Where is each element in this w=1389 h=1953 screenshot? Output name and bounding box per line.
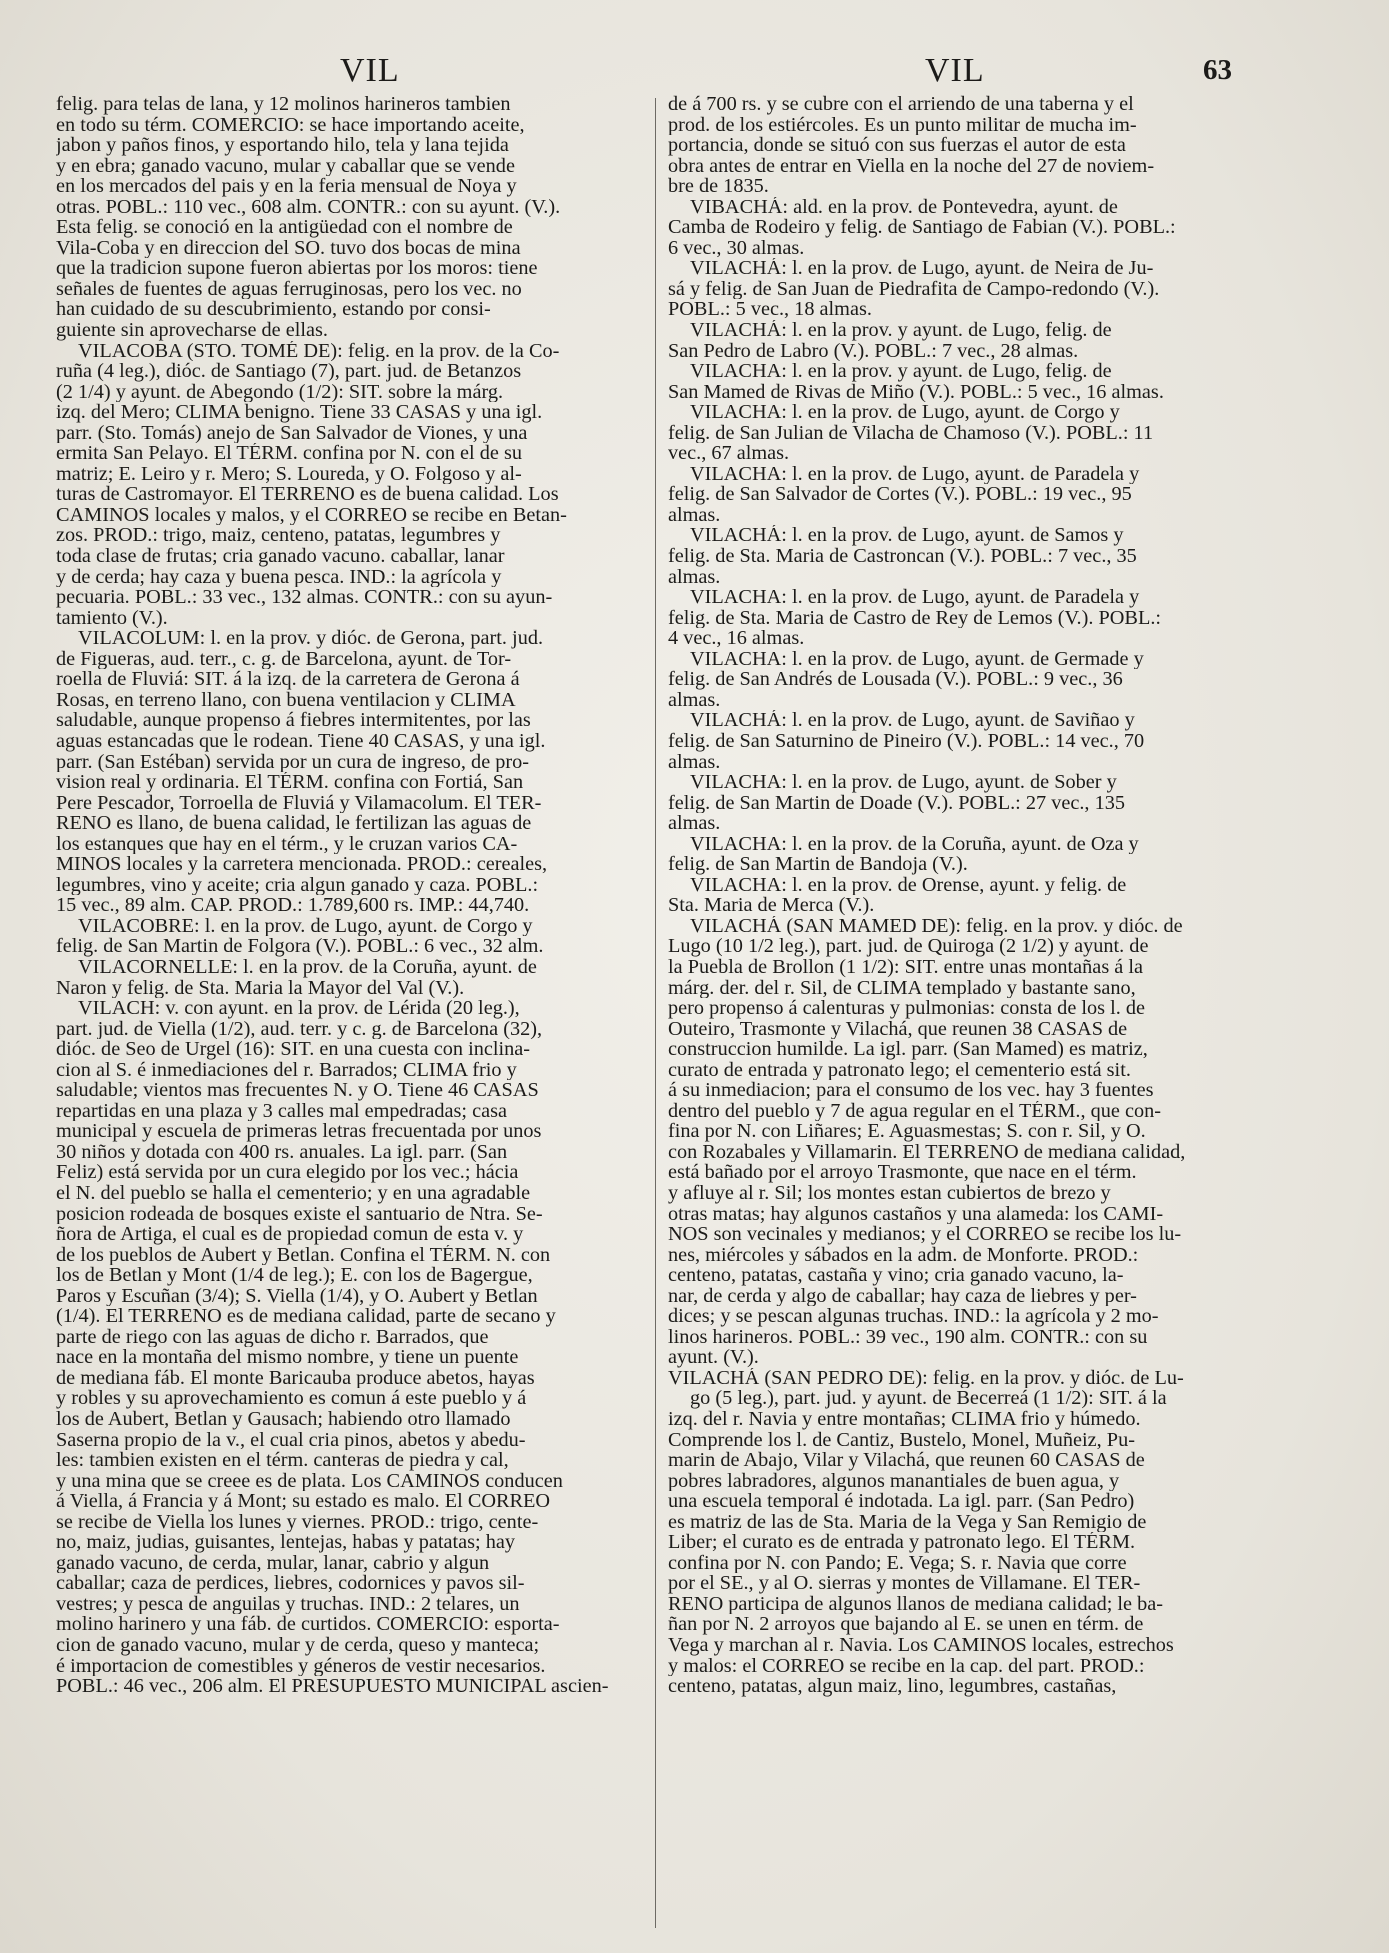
text-line: no, maiz, judias, guisantes, lentejas, habas y patatas; hay	[56, 1532, 516, 1553]
text-line: construccion humilde. La igl. parr. (San Mamed) es matriz,	[668, 1039, 1148, 1060]
text-line: de los pueblos de Aubert y Betlan. Confina el TÉRM. N. con	[56, 1244, 551, 1266]
text-line: Rosas, en terreno llano, con buena ventilacion y CLIMA	[56, 689, 516, 711]
text-line: á Viella, á Francia y á Mont; su estado es malo. El CORREO	[56, 1491, 551, 1512]
entry-first-line: VILACHÁ: l. en la prov. y ayunt. de Lugo, felig. de	[690, 320, 1112, 341]
text-line: es matriz de las de Sta. Maria de la Vega y San Remigio de	[668, 1511, 1147, 1533]
text-line: dices; y se pescan algunas truchas. IND.: la agrícola y 2 mo-	[668, 1306, 1159, 1327]
text-line: Sta. Maria de Merca (V.).	[668, 895, 875, 916]
text-line: ñora de Artiga, el cual es de propiedad comun de esta v. y	[56, 1224, 524, 1245]
text-line: RENO participa de algunos llanos de mediana calidad; le ba-	[668, 1593, 1164, 1615]
text-line: almas.	[668, 751, 721, 773]
text-line: MINOS locales y la carretera mencionada. PROD.: cereales,	[56, 854, 548, 875]
text-line: parr. (San Estéban) servida por un cura de ingreso, de pro-	[56, 751, 530, 773]
text-line: Naron y felig. de Sta. Maria la Mayor del Val (V.).	[56, 977, 465, 999]
text-line: marin de Abajo, Vilar y Vilachá, que reunen 60 CASAS de	[668, 1450, 1145, 1471]
text-line: pobres labradores, algunos manantiales de buen agua, y	[668, 1470, 1120, 1492]
text-line: felig. de Sta. Maria de Castro de Rey de Lemos (V.). POBL.:	[668, 607, 1162, 629]
text-line: Saserna propio de la v., el cual cria pinos, abetos y abedu-	[56, 1429, 526, 1451]
text-line: márg. der. del r. Sil, de CLIMA templado y bastante sano,	[668, 977, 1136, 999]
text-line: saludable, aunque propenso á fiebres intermitentes, por las	[56, 710, 531, 731]
text-line: prod. de los estiércoles. Es un punto militar de mucha im-	[668, 114, 1137, 136]
text-line: vestres; y pesca de anguilas y truchas. IND.: 2 telares, un	[56, 1593, 520, 1615]
text-line: nace en la montaña del mismo nombre, y tiene un puente	[56, 1347, 519, 1368]
text-line: confina por N. con Pando; E. Vega; S. r. Navia que corre	[668, 1552, 1127, 1574]
right-column	[668, 94, 1258, 1697]
text-line: saludable; vientos mas frecuentes N. y O. Tiene 46 CASAS	[56, 1080, 539, 1101]
text-line: RENO es llano, de buena calidad, le fertilizan las aguas de	[56, 813, 532, 834]
text-line: con Rozabales y Villamarin. El TERRENO de mediana calidad,	[668, 1141, 1186, 1163]
text-line: (2 1/4) y ayunt. de Abegondo (1/2): SIT. sobre la márg.	[56, 381, 504, 403]
text-line: Outeiro, Trasmonte y Vilachá, que reunen 38 CASAS de	[668, 1018, 1128, 1040]
text-line: bre de 1835.	[668, 176, 769, 197]
entry-first-line: VILACORNELLE: l. en la prov. de la Coruña, ayunt. de	[78, 956, 537, 978]
text-line: part. jud. de Viella (1/2), aud. terr. y c. g. de Barcelona (32),	[56, 1018, 543, 1040]
text-line: obra antes de entrar en Viella en la noche del 27 de noviem-	[668, 155, 1155, 177]
entry-first-line: VILACOLUM: l. en la prov. y dióc. de Gerona, part. jud.	[78, 628, 544, 649]
text-line: San Mamed de Rivas de Miño (V.). POBL.: 5 vec., 16 almas.	[668, 381, 1164, 403]
entry-first-line: VIBACHÁ: ald. en la prov. de Pontevedra, ayunt. de	[690, 196, 1118, 218]
text-line: POBL.: 46 vec., 206 alm. El PRESUPUESTO MUNICIPAL ascien-	[56, 1676, 609, 1697]
entry-first-line: VILACHA: l. en la prov. de Lugo, ayunt. de Sober y	[690, 772, 1117, 793]
text-line: CAMINOS locales y malos, y el CORREO se recibe en Betan-	[56, 504, 567, 526]
text-line: guiente sin aprovecharse de ellas.	[56, 320, 328, 341]
text-line: caballar; caza de perdices, liebres, codornices y pavos sil-	[56, 1573, 525, 1594]
text-line: Esta felig. se conoció en la antigüedad con el nombre de	[56, 217, 513, 238]
text-line: pecuaria. POBL.: 33 vec., 132 almas. CONTR.: con su ayun-	[56, 587, 553, 608]
text-line: parr. (Sto. Tomás) anejo de San Salvador de Viones, y una	[56, 422, 528, 444]
text-line: los de Aubert, Betlan y Gausach; habiendo otro llamado	[56, 1409, 511, 1430]
entry-first-line: VILACHA: l. en la prov. de Lugo, ayunt. de Germade y	[690, 648, 1144, 670]
entry-first-line: VILACH: v. con ayunt. en la prov. de Lérida (20 leg.),	[78, 998, 520, 1019]
text-line: á su inmediacion; para el consumo de los vec. hay 3 fuentes	[668, 1080, 1154, 1101]
text-line: les: tambien existen en el térm. canteras de piedra y cal,	[56, 1450, 509, 1471]
text-line: que la tradicion supone fueron abiertas por los moros: tiene	[56, 258, 538, 279]
text-line: ayunt. (V.).	[668, 1347, 759, 1368]
text-line: vec., 67 almas.	[668, 443, 790, 464]
text-line: han cuidado de su descubrimiento, estando por consi-	[56, 299, 491, 321]
text-line: Vila-Coba y en direccion del SO. tuvo dos bocas de mina	[56, 237, 521, 259]
text-line: en todo su térm. COMERCIO: se hace importando aceite,	[56, 114, 525, 136]
text-line: almas.	[668, 813, 721, 834]
text-line: posicion rodeada de bosques existe el santuario de Ntra. Se-	[56, 1203, 543, 1225]
entry-first-line: VILACHÁ (SAN MAMED DE): felig. en la prov. y dióc. de	[690, 915, 1183, 937]
page-number: 63	[1203, 54, 1232, 86]
text-line: roella de Fluviá: SIT. á la izq. de la carretera de Gerona á	[56, 669, 520, 690]
column-divider	[655, 98, 656, 1928]
running-head-left: VIL	[340, 52, 400, 89]
running-head-right: VIL	[925, 52, 985, 89]
text-line: Vega y marchan al r. Navia. Los CAMINOS locales, estrechos	[668, 1635, 1174, 1656]
text-line: cion al S. é inmediaciones del r. Barrados; CLIMA frio y	[56, 1059, 517, 1081]
text-line: tamiento (V.).	[56, 607, 168, 629]
text-line: centeno, patatas, castaña y vino; cria ganado vacuno, la-	[668, 1265, 1124, 1286]
text-line: y robles y su aprovechamiento es comun á este pueblo y á	[56, 1388, 527, 1409]
text-line: izq. del Mero; CLIMA benigno. Tiene 33 CASAS y una igl.	[56, 402, 543, 423]
text-line: parte de riego con las aguas de dicho r. Barrados, que	[56, 1326, 489, 1348]
text-line: cion de ganado vacuno, mular y de cerda, queso y manteca;	[56, 1635, 540, 1656]
text-line: POBL.: 5 vec., 18 almas.	[668, 299, 872, 321]
text-line: San Pedro de Labro (V.). POBL.: 7 vec., 28 almas.	[668, 340, 1079, 362]
text-line: VILACHÁ (SAN PEDRO DE): felig. en la prov. y dióc. de Lu-	[668, 1367, 1184, 1389]
text-line: 4 vec., 16 almas.	[668, 628, 805, 649]
text-line: una escuela temporal é indotada. La igl. parr. (San Pedro)	[668, 1491, 1135, 1512]
text-line: fina por N. con Liñares; E. Aguasmestas; S. con r. Sil, y O.	[668, 1121, 1146, 1142]
text-line: la Puebla de Brollon (1 1/2): SIT. entre unas montañas á la	[668, 956, 1143, 978]
text-line: Paros y Escuñan (3/4); S. Viella (1/4), y O. Aubert y Betlan	[56, 1285, 538, 1307]
text-line: 30 niños y dotada con 400 rs. anuales. La igl. parr. (San	[56, 1141, 508, 1163]
text-line: otras matas; hay algunos castaños y una alameda: los CAMI-	[668, 1203, 1164, 1225]
left-column	[56, 94, 644, 1697]
text-line: de mediana fáb. El monte Baricauba produce abetos, hayas	[56, 1367, 535, 1389]
text-line: é importacion de comestibles y géneros de vestir necesarios.	[56, 1655, 546, 1677]
text-line: 6 vec., 30 almas.	[668, 237, 805, 259]
entry-first-line: go (5 leg.), part. jud. y ayunt. de Becerreá (1 1/2): SIT. á la	[690, 1388, 1167, 1409]
text-line: por el SE., y al O. sierras y montes de Villamane. El TER-	[668, 1573, 1141, 1594]
text-line: los estanques que hay en el térm., y le cruzan varios CA-	[56, 833, 518, 855]
text-line: aguas estancadas que le rodean. Tiene 40 CASAS, y una igl.	[56, 730, 546, 752]
text-line: almas.	[668, 504, 721, 526]
text-line: está bañado por el arroyo Trasmonte, que nace en el térm.	[668, 1162, 1137, 1183]
page-header	[0, 52, 1389, 96]
text-line: sá y felig. de San Juan de Piedrafita de Campo-redondo (V.).	[668, 278, 1160, 300]
text-line: centeno, patatas, algun maiz, lino, legumbres, castañas,	[668, 1676, 1117, 1697]
text-line: los de Betlan y Mont (1/4 de leg.); E. con los de Bagergue,	[56, 1265, 533, 1286]
text-line: el N. del pueblo se halla el cementerio; y en una agradable	[56, 1182, 531, 1204]
text-line: felig. de San Martin de Doade (V.). POBL.: 27 vec., 135	[668, 792, 1125, 814]
text-line: jabon y paños finos, y esportando hilo, tela y lana tejida	[56, 135, 509, 156]
text-line: y malos: el CORREO se recibe en la cap. del part. PROD.:	[668, 1655, 1145, 1677]
text-line: felig. de Sta. Maria de Castroncan (V.). POBL.: 7 vec., 35	[668, 546, 1137, 567]
text-line: y de cerda; hay caza y buena pesca. IND.: la agrícola y	[56, 566, 502, 588]
text-line: Lugo (10 1/2 leg.), part. jud. de Quiroga (2 1/2) y ayunt. de	[668, 936, 1149, 957]
entry-first-line: VILACHÁ: l. en la prov. de Lugo, ayunt. de Samos y	[690, 525, 1124, 547]
entry-first-line: VILACOBA (STO. TOMÉ DE): felig. en la prov. de la Co-	[78, 340, 560, 362]
text-line: curato de entrada y patronato lego; el cementerio está sit.	[668, 1059, 1131, 1081]
text-line: portancia, donde se situó con sus fuerzas el autor de esta	[668, 135, 1126, 156]
entry-first-line: VILACHA: l. en la prov. de Lugo, ayunt. de Paradela y	[690, 463, 1140, 485]
text-line: felig. de San Martin de Folgora (V.). POBL.: 6 vec., 32 alm.	[56, 936, 544, 957]
text-line: NOS son vecinales y medianos; y el CORREO se recibe los lu-	[668, 1224, 1182, 1245]
text-line: felig. de San Julian de Vilacha de Chamoso (V.). POBL.: 11	[668, 422, 1154, 444]
text-line: Feliz) está servida por un cura elegido por los vec.; hácia	[56, 1162, 519, 1183]
text-line: y afluye al r. Sil; los montes estan cubiertos de brezo y	[668, 1182, 1111, 1204]
text-line: vision real y ordinaria. El TÉRM. confina con Fortiá, San	[56, 772, 524, 793]
text-line: turas de Castromayor. El TERRENO es de buena calidad. Los	[56, 484, 559, 505]
text-line: Camba de Rodeiro y felig. de Santiago de Fabian (V.). POBL.:	[668, 217, 1176, 238]
text-line: izq. del r. Navia y entre montañas; CLIMA frio y húmedo.	[668, 1409, 1141, 1430]
text-line: linos harineros. POBL.: 39 vec., 190 alm. CONTR.: con su	[668, 1326, 1148, 1348]
text-line: felig. de San Saturnino de Pineiro (V.). POBL.: 14 vec., 70	[668, 730, 1145, 752]
text-line: Liber; el curato es de entrada y patronato lego. El TÉRM.	[668, 1532, 1136, 1553]
entry-first-line: VILACOBRE: l. en la prov. de Lugo, ayunt. de Corgo y	[78, 915, 533, 937]
text-line: felig. para telas de lana, y 12 molinos harineros tambien	[56, 94, 511, 115]
text-line: 15 vec., 89 alm. CAP. PROD.: 1.789,600 rs. IMP.: 44,740.	[56, 895, 530, 916]
text-line: en los mercados del pais y en la feria mensual de Noya y	[56, 176, 517, 197]
text-line: almas.	[668, 566, 721, 588]
text-line: y en ebra; ganado vacuno, mular y caballar que se vende	[56, 155, 515, 177]
text-line: repartidas en una plaza y 3 calles mal empedradas; casa	[56, 1100, 508, 1122]
text-line: felig. de San Martin de Bandoja (V.).	[668, 854, 968, 875]
text-line: felig. de San Salvador de Cortes (V.). POBL.: 19 vec., 95	[668, 484, 1132, 505]
text-line: nar, de cerda y algo de caballar; hay caza de liebres y per-	[668, 1285, 1137, 1307]
text-line: otras. POBL.: 110 vec., 608 alm. CONTR.: con su ayunt. (V.).	[56, 196, 561, 218]
text-line: municipal y escuela de primeras letras frecuentada por unos	[56, 1121, 542, 1142]
text-line: pero propenso á calenturas y pulmonias: consta de los l. de	[668, 998, 1146, 1019]
text-line: ruña (4 leg.), dióc. de Santiago (7), part. jud. de Betanzos	[56, 361, 522, 382]
text-line: ganado vacuno, de cerda, mular, lanar, cabrio y algun	[56, 1552, 490, 1574]
entry-first-line: VILACHA: l. en la prov. de Lugo, ayunt. de Paradela y	[690, 587, 1140, 608]
text-line: toda clase de frutas; cria ganado vacuno. caballar, lanar	[56, 546, 505, 567]
text-line: ermita San Pelayo. El TÉRM. confina por N. con el de su	[56, 443, 522, 464]
text-line: nes, miércoles y sábados en la adm. de Monforte. PROD.:	[668, 1244, 1139, 1266]
entry-first-line: VILACHÁ: l. en la prov. de Lugo, ayunt. de Saviñao y	[690, 710, 1135, 731]
text-line: almas.	[668, 689, 721, 711]
text-line: de Figueras, aud. terr., c. g. de Barcelona, ayunt. de Tor-	[56, 648, 512, 670]
text-line: y una mina que se creee es de plata. Los CAMINOS conducen	[56, 1470, 563, 1492]
text-line: felig. de San Andrés de Lousada (V.). POBL.: 9 vec., 36	[668, 669, 1123, 690]
text-line: (1/4). El TERRENO es de mediana calidad, parte de secano y	[56, 1306, 556, 1327]
text-line: Pere Pescador, Torroella de Fluviá y Vilamacolum. El TER-	[56, 792, 542, 814]
text-line: dentro del pueblo y 7 de agua regular en el TÉRM., que con-	[668, 1100, 1161, 1122]
text-line: dióc. de Seo de Urgel (16): SIT. en una cuesta con inclina-	[56, 1039, 531, 1060]
text-line: molino harinero y una fáb. de curtidos. COMERCIO: esporta-	[56, 1614, 560, 1636]
text-line: Comprende los l. de Cantiz, Bustelo, Monel, Muñeiz, Pu-	[668, 1429, 1135, 1451]
entry-first-line: VILACHA: l. en la prov. de Orense, ayunt. y felig. de	[690, 874, 1127, 896]
entry-first-line: VILACHA: l. en la prov. y ayunt. de Lugo, felig. de	[690, 361, 1112, 382]
text-line: se recibe de Viella los lunes y viernes. PROD.: trigo, cente-	[56, 1511, 539, 1533]
text-line: zos. PROD.: trigo, maiz, centeno, patatas, legumbres y	[56, 525, 501, 547]
text-line: legumbres, vino y aceite; cria algun ganado y caza. POBL.:	[56, 874, 539, 896]
entry-first-line: VILACHÁ: l. en la prov. de Lugo, ayunt. de Neira de Ju-	[690, 258, 1154, 279]
text-line: de á 700 rs. y se cubre con el arriendo de una taberna y el	[668, 94, 1134, 115]
entry-first-line: VILACHA: l. en la prov. de la Coruña, ayunt. de Oza y	[690, 833, 1139, 855]
text-line: señales de fuentes de aguas ferruginosas, pero los vec. no	[56, 278, 522, 300]
text-line: ñan por N. 2 arroyos que bajando al E. se unen en térm. de	[668, 1614, 1144, 1636]
text-line: matriz; E. Leiro y r. Mero; S. Loureda, y O. Folgoso y al-	[56, 463, 522, 485]
entry-first-line: VILACHA: l. en la prov. de Lugo, ayunt. de Corgo y	[690, 402, 1120, 423]
